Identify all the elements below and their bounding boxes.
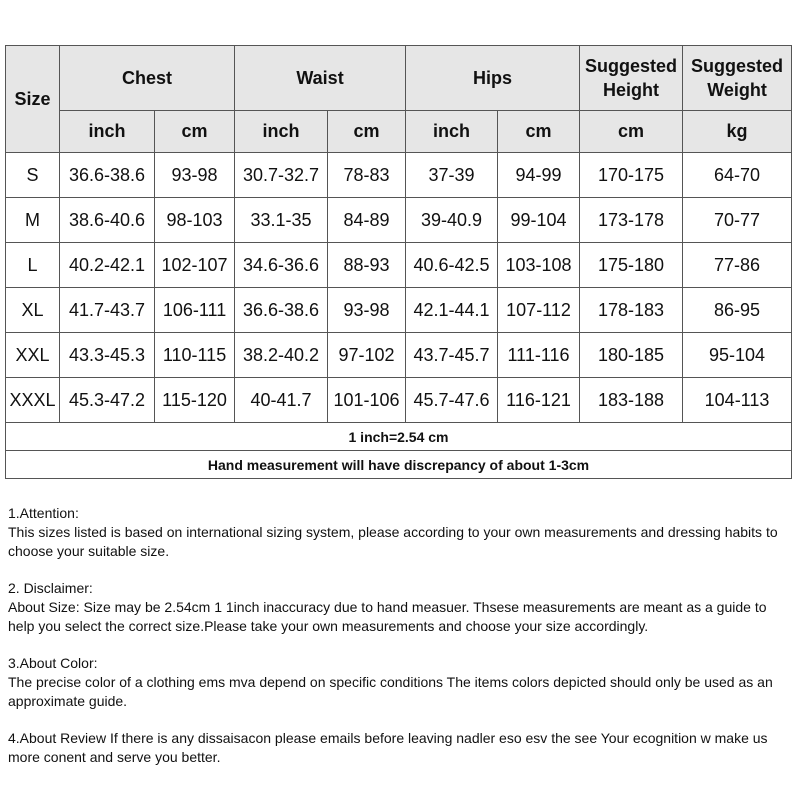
note-body: This sizes listed is based on international sizing system, please according to your own measurements and dressing habits to choose your suitable size. <box>8 524 778 559</box>
note-body: About Size: Size may be 2.54cm 1 1inch inaccuracy due to hand measuer. Thsese measurements are meant as a guide to help you select the correct size.Please take your own measurements and choose your size accordingly. <box>8 599 767 634</box>
table-cell: 103-108 <box>498 243 580 288</box>
table-cell: 38.2-40.2 <box>235 333 328 378</box>
table-cell: 86-95 <box>683 288 792 333</box>
unit-header: inch <box>406 111 498 153</box>
discrepancy-note: Hand measurement will have discrepancy of about 1-3cm <box>6 451 792 479</box>
table-cell: 39-40.9 <box>406 198 498 243</box>
table-cell: 38.6-40.6 <box>60 198 155 243</box>
table-cell: 43.3-45.3 <box>60 333 155 378</box>
conversion-note-row <box>6 423 792 451</box>
table-cell: 94-99 <box>498 153 580 198</box>
table-cell: 170-175 <box>580 153 683 198</box>
table-cell: 101-106 <box>328 378 406 423</box>
table-cell: 93-98 <box>155 153 235 198</box>
unit-header: kg <box>683 111 792 153</box>
unit-header: inch <box>60 111 155 153</box>
table-cell: 64-70 <box>683 153 792 198</box>
hips-header: Hips <box>406 46 580 111</box>
table-cell: 116-121 <box>498 378 580 423</box>
table-cell: 95-104 <box>683 333 792 378</box>
disclaimer-note <box>8 579 788 636</box>
note-title: 2. Disclaimer: <box>8 580 93 596</box>
table-cell: 97-102 <box>328 333 406 378</box>
note-body: The precise color of a clothing ems mva depend on specific conditions The items colors depicted should only be used as an approximate guide. <box>8 674 773 709</box>
table-cell: 115-120 <box>155 378 235 423</box>
table-cell: 106-111 <box>155 288 235 333</box>
table-cell: 84-89 <box>328 198 406 243</box>
table-row <box>6 378 792 423</box>
unit-header: inch <box>235 111 328 153</box>
size-cell: XL <box>6 288 60 333</box>
size-cell: XXXL <box>6 378 60 423</box>
attention-note <box>8 504 788 561</box>
table-cell: 36.6-38.6 <box>60 153 155 198</box>
conversion-note: 1 inch=2.54 cm <box>6 423 792 451</box>
table-cell: 45.3-47.2 <box>60 378 155 423</box>
table-header-row <box>6 46 792 111</box>
unit-header: cm <box>328 111 406 153</box>
unit-header: cm <box>155 111 235 153</box>
table-cell: 40-41.7 <box>235 378 328 423</box>
notes-section <box>8 504 788 785</box>
table-cell: 77-86 <box>683 243 792 288</box>
table-cell: 41.7-43.7 <box>60 288 155 333</box>
table-cell: 40.2-42.1 <box>60 243 155 288</box>
table-cell: 42.1-44.1 <box>406 288 498 333</box>
size-header: Size <box>6 46 60 153</box>
table-cell: 78-83 <box>328 153 406 198</box>
table-cell: 99-104 <box>498 198 580 243</box>
table-cell: 37-39 <box>406 153 498 198</box>
size-cell: M <box>6 198 60 243</box>
table-cell: 104-113 <box>683 378 792 423</box>
table-cell: 178-183 <box>580 288 683 333</box>
review-note <box>8 729 788 767</box>
table-row <box>6 153 792 198</box>
note-body: 4.About Review If there is any dissaisacon please emails before leaving nadler eso esv the see Your ecognition w make us more conent and serve you better. <box>8 730 768 765</box>
table-cell: 45.7-47.6 <box>406 378 498 423</box>
waist-header: Waist <box>235 46 406 111</box>
suggested-weight-header: Suggested Weight <box>683 46 792 111</box>
table-cell: 175-180 <box>580 243 683 288</box>
unit-header: cm <box>498 111 580 153</box>
chest-header: Chest <box>60 46 235 111</box>
table-cell: 70-77 <box>683 198 792 243</box>
table-cell: 102-107 <box>155 243 235 288</box>
size-chart-table <box>5 45 792 479</box>
suggested-height-header: Suggested Height <box>580 46 683 111</box>
table-row <box>6 198 792 243</box>
table-row <box>6 288 792 333</box>
table-cell: 111-116 <box>498 333 580 378</box>
table-cell: 40.6-42.5 <box>406 243 498 288</box>
table-cell: 30.7-32.7 <box>235 153 328 198</box>
table-cell: 33.1-35 <box>235 198 328 243</box>
table-cell: 88-93 <box>328 243 406 288</box>
table-cell: 34.6-36.6 <box>235 243 328 288</box>
note-title: 3.About Color: <box>8 655 98 671</box>
unit-header-row <box>6 111 792 153</box>
size-cell: XXL <box>6 333 60 378</box>
table-cell: 36.6-38.6 <box>235 288 328 333</box>
table-cell: 43.7-45.7 <box>406 333 498 378</box>
table-cell: 107-112 <box>498 288 580 333</box>
size-cell: L <box>6 243 60 288</box>
color-note <box>8 654 788 711</box>
unit-header: cm <box>580 111 683 153</box>
note-title: 1.Attention: <box>8 505 79 521</box>
table-row <box>6 243 792 288</box>
table-cell: 93-98 <box>328 288 406 333</box>
table-cell: 173-178 <box>580 198 683 243</box>
table-cell: 110-115 <box>155 333 235 378</box>
table-row <box>6 333 792 378</box>
table-cell: 98-103 <box>155 198 235 243</box>
table-cell: 180-185 <box>580 333 683 378</box>
table-cell: 183-188 <box>580 378 683 423</box>
discrepancy-note-row <box>6 451 792 479</box>
size-cell: S <box>6 153 60 198</box>
